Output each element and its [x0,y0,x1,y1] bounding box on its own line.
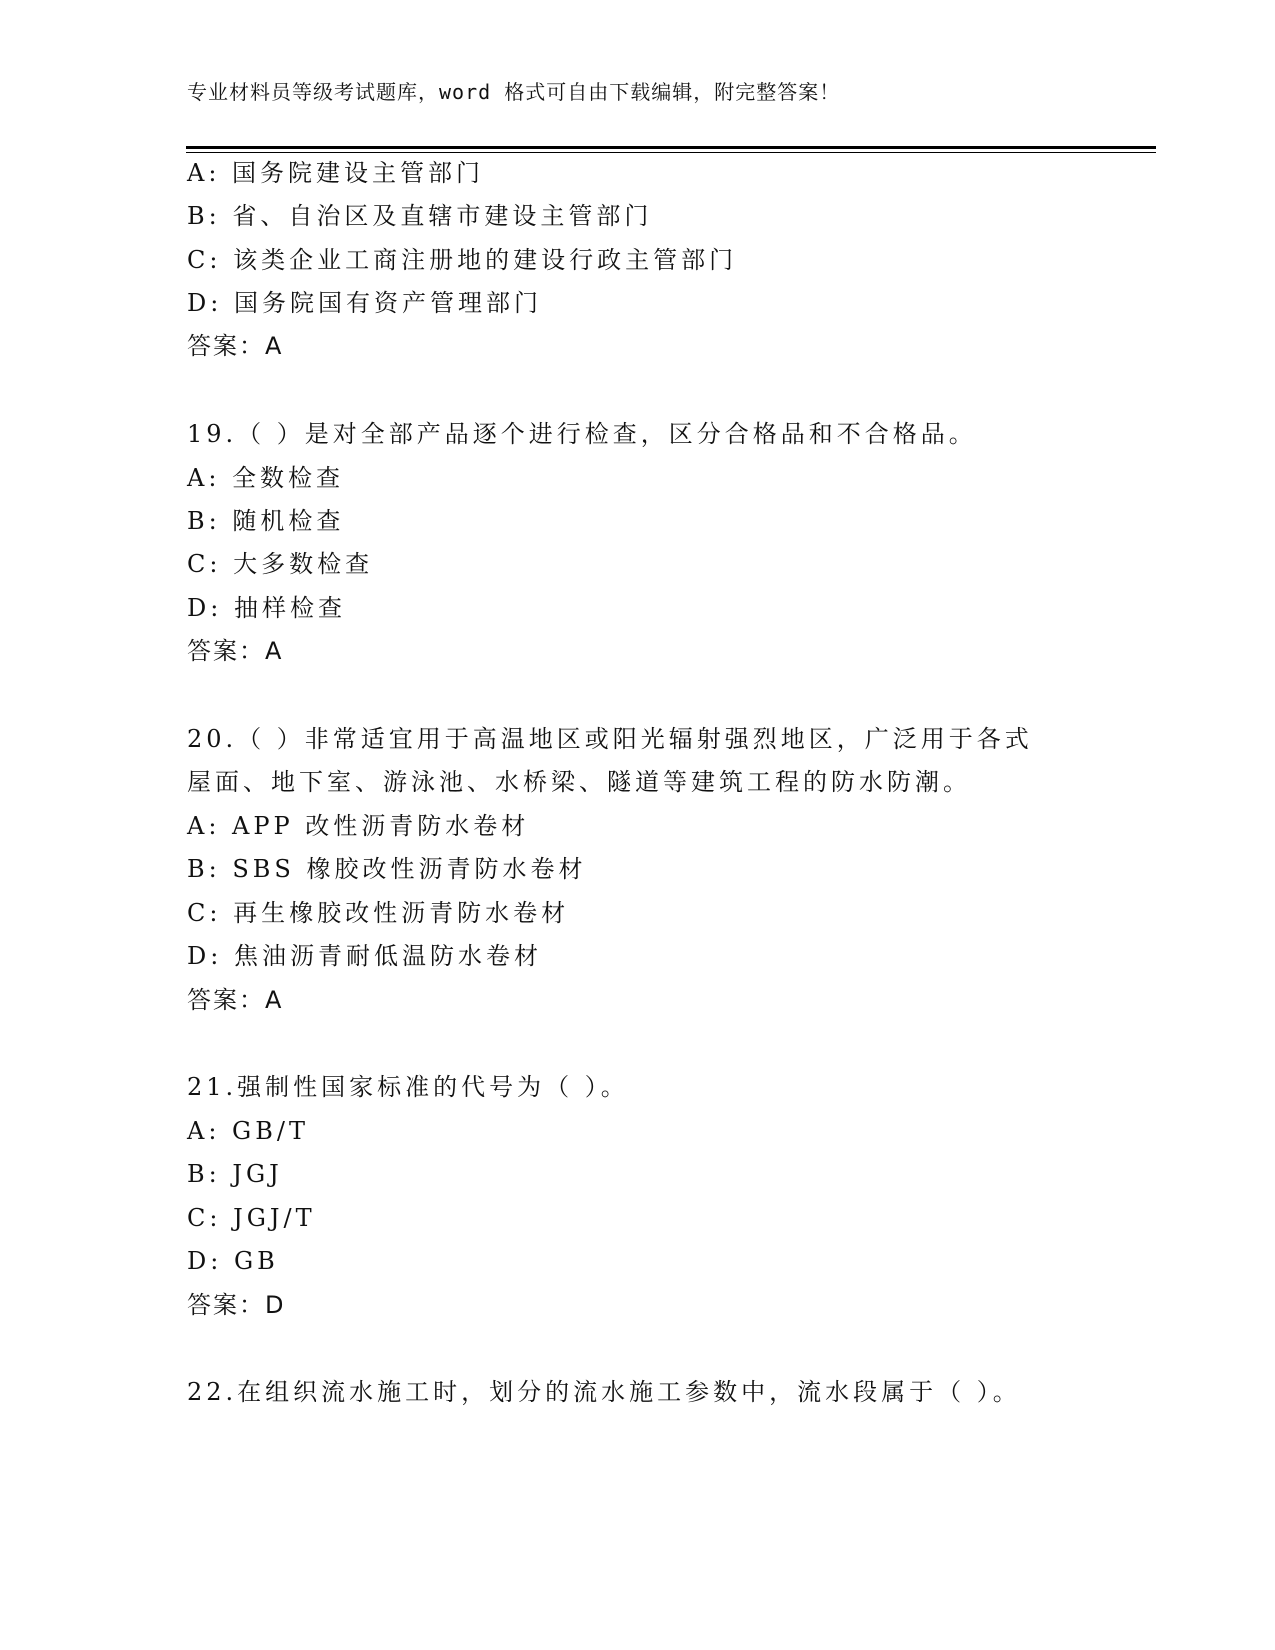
q19-option-d: D: 抽样检查 [187,594,346,622]
q18-option-d: D: 国务院国有资产管理部门 [187,289,542,317]
q19-option-a: A: 全数检查 [187,464,345,492]
q18-option-b: B: 省、自治区及直辖市建设主管部门 [187,202,653,230]
q18-answer: 答案：A [187,332,284,360]
page-header: 专业材料员等级考试题库，word 格式可自由下载编辑，附完整答案！ [187,80,841,104]
q20-option-a: A: APP 改性沥青防水卷材 [187,812,530,840]
q19-answer: 答案：A [187,637,284,665]
q21-option-d: D: GB [187,1247,279,1275]
q19-question: 19.（ ）是对全部产品逐个进行检查，区分合格品和不合格品。 [187,420,977,448]
q21-answer: 答案：D [187,1291,286,1319]
q20-answer: 答案：A [187,986,284,1014]
q19-option-b: B: 随机检查 [187,507,345,535]
q20-option-b: B: SBS 橡胶改性沥青防水卷材 [187,855,587,883]
q18-option-a: A: 国务院建设主管部门 [187,159,485,187]
q20-option-c: C: 再生橡胶改性沥青防水卷材 [187,899,570,927]
q19-option-c: C: 大多数检查 [187,550,374,578]
header-rule-thin [186,152,1156,153]
q20-question-line2: 屋面、地下室、游泳池、水桥梁、隧道等建筑工程的防水防潮。 [187,768,971,796]
q21-option-b: B: JGJ [187,1160,283,1188]
q20-question-line1: 20.（ ）非常适宜用于高温地区或阳光辐射强烈地区，广泛用于各式 [187,725,1033,753]
header-rule-thick [186,146,1156,149]
q21-option-c: C: JGJ/T [187,1204,316,1232]
q20-option-d: D: 焦油沥青耐低温防水卷材 [187,942,542,970]
q22-question: 22.在组织流水施工时，划分的流水施工参数中，流水段属于（ ）。 [187,1378,1021,1406]
q18-option-c: C: 该类企业工商注册地的建设行政主管部门 [187,246,738,274]
q21-option-a: A: GB/T [187,1117,309,1145]
q21-question: 21.强制性国家标准的代号为（ ）。 [187,1073,629,1101]
